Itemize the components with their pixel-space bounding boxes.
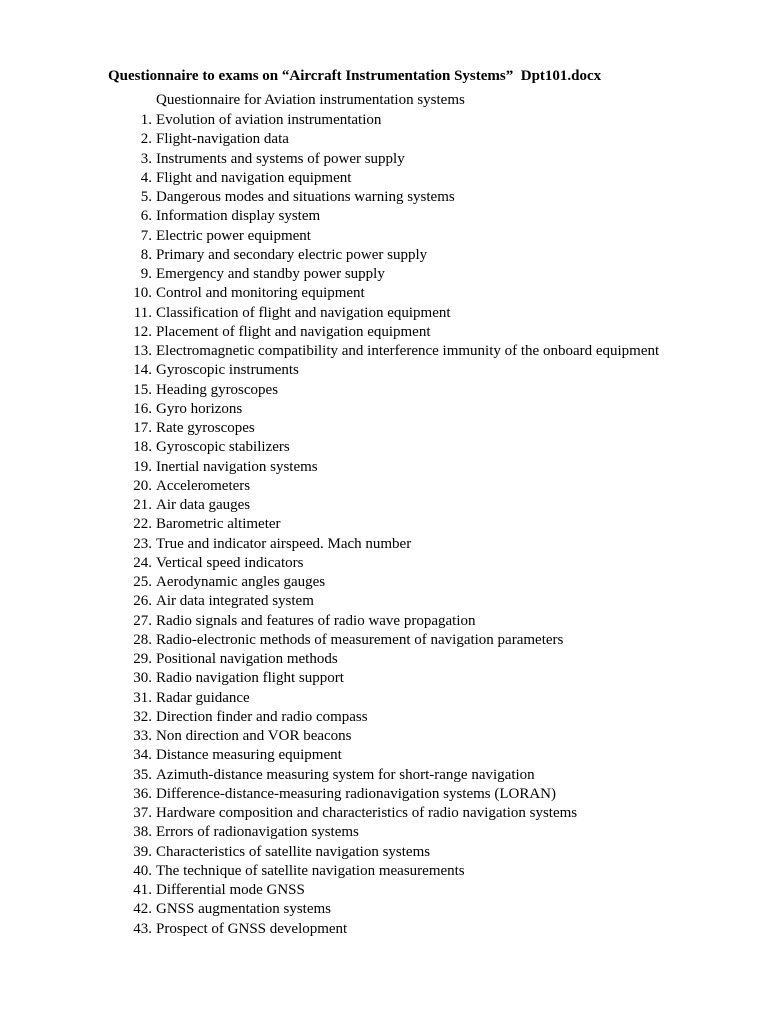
- question-text: Classification of flight and navigation equipment: [156, 304, 451, 321]
- question-text: Radar guidance: [156, 689, 250, 706]
- question-text: The technique of satellite navigation measurements: [156, 862, 465, 879]
- question-text: Primary and secondary electric power supply: [156, 246, 428, 263]
- question-text: True and indicator airspeed. Mach number: [156, 535, 412, 552]
- question-number: 11.: [133, 304, 152, 321]
- question-text: Air data integrated system: [156, 593, 314, 610]
- question-text: Positional navigation methods: [156, 651, 338, 667]
- question-text: Aerodynamic angles gauges: [156, 574, 326, 590]
- question-text: Gyro horizons: [156, 400, 243, 417]
- question-number: 43.: [133, 920, 152, 937]
- question-number: 40.: [133, 862, 152, 879]
- question-text: Heading gyroscopes: [156, 381, 279, 398]
- question-text: Gyroscopic stabilizers: [156, 439, 290, 456]
- question-number: 36.: [133, 785, 152, 802]
- question-number: 17.: [133, 420, 152, 436]
- question-number: 29.: [133, 651, 152, 667]
- question-text: Radio signals and features of radio wave propagation: [156, 612, 476, 629]
- question-text: Errors of radionavigation systems: [156, 824, 359, 841]
- question-text: GNSS augmentation systems: [156, 901, 331, 918]
- question-text: Instruments and systems of power supply: [156, 150, 405, 167]
- question-text: Accelerometers: [156, 477, 251, 494]
- question-number: 20.: [133, 477, 152, 494]
- question-number: 7.: [140, 227, 152, 244]
- question-number: 9.: [140, 266, 152, 282]
- question-text: Inertial navigation systems: [156, 458, 318, 475]
- question-text: Vertical speed indicators: [156, 554, 304, 571]
- question-text: Radio navigation flight support: [156, 670, 344, 687]
- question-text: Characteristics of satellite navigation systems: [156, 843, 431, 860]
- question-number: 33.: [133, 728, 152, 744]
- question-number: 41.: [133, 882, 152, 898]
- question-text: Differential mode GNSS: [156, 882, 305, 898]
- question-number: 30.: [133, 670, 152, 687]
- question-number: 35.: [133, 766, 152, 783]
- question-number: 21.: [133, 497, 152, 513]
- question-text: Evolution of aviation instrumentation: [156, 112, 382, 128]
- question-number: 26.: [133, 593, 152, 610]
- question-text: Electromagnetic compatibility and interference immunity of the onboard equipment: [156, 343, 660, 359]
- question-number: 6.: [140, 208, 152, 225]
- document-title: Questionnaire to exams on “Aircraft Instrumentation Systems” Dpt101.docx: [108, 68, 602, 84]
- question-number: 27.: [133, 612, 152, 629]
- question-number: 39.: [133, 843, 152, 860]
- question-number: 32.: [133, 708, 152, 725]
- question-number: 28.: [133, 631, 152, 648]
- question-number: 4.: [140, 169, 152, 186]
- question-number: 25.: [133, 574, 152, 590]
- question-text: Radio-electronic methods of measurement of navigation parameters: [156, 631, 564, 648]
- question-number: 22.: [133, 516, 152, 533]
- question-number: 13.: [133, 343, 152, 359]
- question-number: 16.: [133, 400, 152, 417]
- question-text: Difference-distance-measuring radionavigation systems (LORAN): [156, 785, 557, 802]
- question-text: Gyroscopic instruments: [156, 362, 299, 379]
- question-number: 37.: [133, 805, 152, 821]
- question-number: 42.: [133, 901, 152, 918]
- question-number: 19.: [133, 458, 152, 475]
- question-number: 15.: [133, 381, 152, 398]
- question-number: 34.: [133, 747, 152, 764]
- question-number: 8.: [140, 246, 152, 263]
- question-number: 2.: [140, 131, 152, 148]
- question-text: Dangerous modes and situations warning systems: [156, 189, 455, 205]
- question-text: Non direction and VOR beacons: [156, 728, 352, 744]
- question-number: 5.: [140, 189, 152, 205]
- question-text: Prospect of GNSS development: [156, 920, 348, 937]
- question-number: 10.: [133, 285, 152, 302]
- question-number: 24.: [133, 554, 152, 571]
- question-number: 3.: [140, 150, 152, 167]
- question-number: 31.: [133, 689, 152, 706]
- question-text: Placement of flight and navigation equipment: [156, 323, 431, 340]
- question-number: 23.: [133, 535, 152, 552]
- question-text: Rate gyroscopes: [156, 420, 255, 436]
- question-number: 38.: [133, 824, 152, 841]
- question-text: Control and monitoring equipment: [156, 285, 365, 302]
- question-text: Flight and navigation equipment: [156, 169, 352, 186]
- question-text: Electric power equipment: [156, 227, 311, 244]
- question-text: Hardware composition and characteristics of radio navigation systems: [156, 805, 578, 821]
- question-text: Direction finder and radio compass: [156, 708, 368, 725]
- question-text: Emergency and standby power supply: [156, 266, 385, 282]
- question-number: 14.: [133, 362, 152, 379]
- question-number: 1.: [140, 112, 152, 128]
- question-text: Barometric altimeter: [156, 516, 281, 533]
- question-number: 12.: [133, 323, 152, 340]
- question-text: Flight-navigation data: [156, 131, 289, 148]
- question-text: Information display system: [156, 208, 321, 225]
- document-subtitle: Questionnaire for Aviation instrumentation systems: [156, 92, 465, 108]
- question-number: 18.: [133, 439, 152, 456]
- question-text: Distance measuring equipment: [156, 747, 342, 764]
- question-text: Air data gauges: [156, 497, 251, 513]
- question-text: Azimuth-distance measuring system for short-range navigation: [156, 766, 535, 783]
